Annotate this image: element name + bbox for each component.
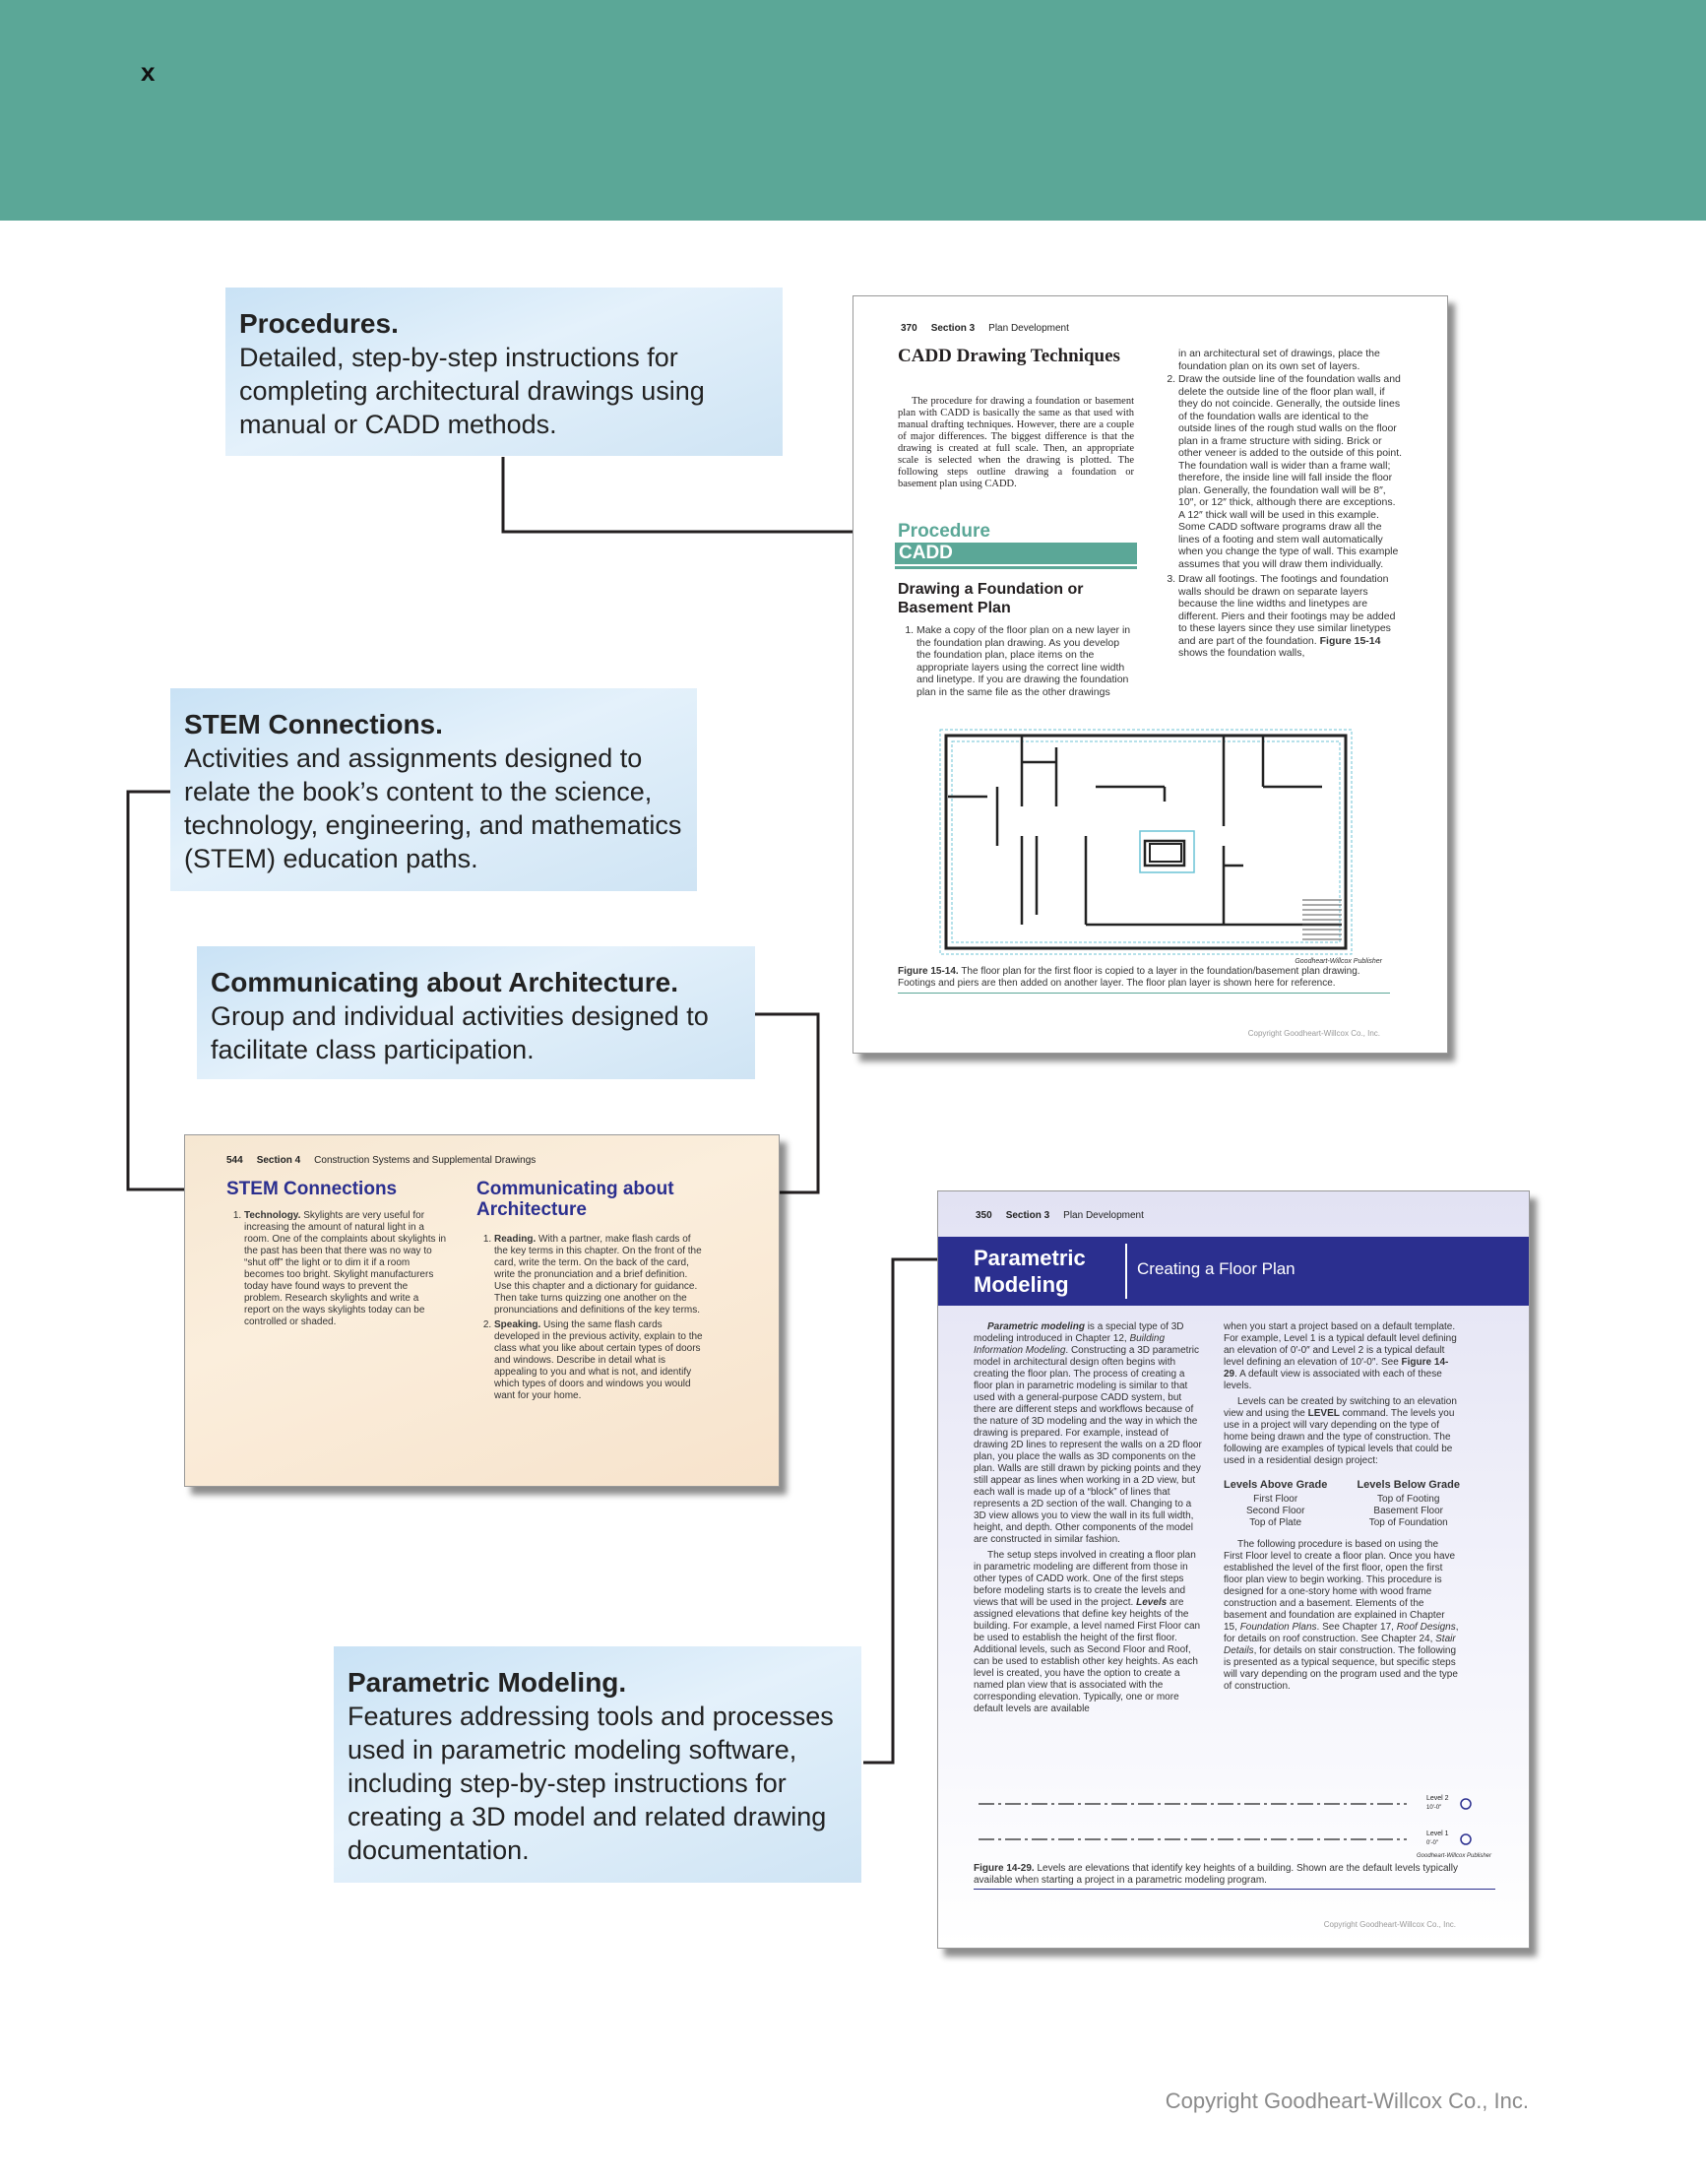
procedure-step: 1. Make a copy of the floor plan on a new layer in the foundation plan drawing. As you develop the foundation plan, place items on the appropriate layers using the correct line width and linetype. If you are drawing the foundation plan in the same file as the other drawings <box>916 624 1133 698</box>
procedure-title: Drawing a Foundation or Basement Plan <box>898 581 1084 616</box>
running-head: 370 Section 3 Plan Development <box>901 323 1069 334</box>
communicating-item: 2. Speaking. Using the same flash cards developed in the previous activity, explain to the class what you like about certain types of doors and windows. Describe in detail what is appealing to you and what is not, and identify which types of doors and windows you would want for your home. <box>494 1319 707 1402</box>
foundation-plan-drawing <box>938 728 1357 958</box>
banner-divider <box>1125 1244 1127 1299</box>
caption-rule <box>974 1889 1495 1890</box>
callout-body: Group and individual activities designed to facilitate class participation. <box>211 1001 709 1064</box>
communicating-heading: Communicating about Architecture <box>476 1179 674 1220</box>
caption-rule <box>898 993 1390 994</box>
step-continuation: in an architectural set of drawings, place the foundation plan on its own set of layers. <box>1178 348 1380 372</box>
callout-body: Detailed, step-by-step instructions for completing architectural drawings using manual or CADD methods. <box>239 343 705 439</box>
level-2-label: Level 2 <box>1426 1795 1449 1802</box>
column-1: Parametric modeling is a special type of 3D modeling introduced in Chapter 12, Building Information Modeling. Constructing a 3D parametric model in architectural design often begins with creating the floor plan. The process of creating a floor plan in parametric modeling is similar to that used with a general-purpose CADD system, but there are different steps and workflows because of the nature of 3D modeling and the way in which the drawing is prepared. For example, instead of drawing 2D lines to represent the walls on a 2D floor plan, you place the walls as 3D components on the plan. Walls are still drawn by picking points and they still appear as lines when working in a 2D view, but each wall is made up of a “block” of lines that represents a 2D section of the wall. Changing to a 3D view allows you to view the wall in its full width, height, and depth. Other components of the model are constructed in similar fashion. The setup steps involved in creating a floor plan in parametric modeling are different from those in other types of CADD work. One of the first steps before modeling starts is to create the levels and views that will be used in the project. Levels are assigned elevations that define key heights of the building. For example, a level named First Floor can be used to establish the height of the first floor. Additional levels, such as Second Floor and Roof, can be used to establish other key heights. As each level is created, you have the option to create a named plan view that is associated with the corresponding elevation. Typically, one or more default levels are available <box>974 1321 1202 1714</box>
cadd-label-bar: CADD <box>895 543 1137 564</box>
levels-below-heading: Levels Below Grade <box>1357 1479 1460 1491</box>
callout-body: Features addressing tools and processes used in parametric modeling software, including step-by-step instructions for creating a 3D model and related drawing documentation. <box>348 1702 834 1865</box>
thumbnail-stem-page <box>184 1134 780 1487</box>
level-name: Top of Foundation <box>1368 1517 1448 1528</box>
footer-copyright: Copyright Goodheart-Willcox Co., Inc. <box>1165 2088 1529 2113</box>
stem-item: 1. Technology. Skylights are very useful for increasing the amount of natural light in a room. One of the complaints about skylights in the past has been that there was no way to “shut off” the light or to dim it if a room becomes too bright. Skylight manufacturers today have found ways to prevent the problem. Research skylights and write a report on the ways skylights today can be controlled or shaded. <box>244 1210 447 1328</box>
callout-parametric <box>334 1646 861 1883</box>
banner-title: Parametric Modeling <box>974 1246 1086 1297</box>
thumbnail-cadd-page <box>853 295 1448 1054</box>
level-1-label: Level 1 <box>1426 1831 1449 1837</box>
parametric-banner <box>938 1237 1530 1306</box>
running-head: 350 Section 3 Plan Development <box>976 1210 1144 1221</box>
levels-table <box>1224 1479 1460 1529</box>
procedure-step: 2. Draw the outside line of the foundation walls and delete the outside line of the floor plan wall, if they do not coincide. Generally, the outside lines of the foundation walls are identical to the outside lines of the rough stud walls on the floor plan in a frame structure with siding. Brick or other veneer is added to the outside of this point. The foundation wall is wider than a frame wall; therefore, the inside line will fall inside the floor plan. Generally, the foundation wall will be 8″, 10″, or 12″ thick, although there are exceptions. A 12″ thick wall will be used in this example. Some CADD software programs draw all the lines of a footing and stem wall automatically when you change the type of wall. This example assumes that you will draw them individually. <box>1178 373 1403 570</box>
level-1-value: 0′-0″ <box>1426 1840 1438 1846</box>
step-list-col2 <box>1163 373 1403 663</box>
connector-procedures <box>503 457 893 532</box>
callout-title: Parametric Modeling. <box>348 1667 627 1698</box>
level-name: Top of Plate <box>1249 1517 1302 1528</box>
callout-stem-connections <box>170 688 697 891</box>
levels-above-column <box>1224 1479 1327 1529</box>
figure-caption: Figure 15-14. The floor plan for the first floor is copied to a layer in the foundation/basement plan drawing. Footings and piers are then added on another layer. The floor plan layer is shown here for reference. <box>898 966 1360 989</box>
level-name: Basement Floor <box>1373 1506 1444 1516</box>
stem-heading: STEM Connections <box>226 1179 398 1199</box>
callout-title: Communicating about Architecture. <box>211 967 679 997</box>
callout-body: Activities and assignments designed to relate the book’s content to the science, technology, engineering, and mathematics (STEM) education paths. <box>184 743 682 873</box>
procedure-step: 3. Draw all footings. The footings and foundation walls should be drawn on separate layers because the line widths and linetypes are different. Piers and their footings may be added to these layers since they use similar linetypes and are part of the foundation. Figure 15-14 shows the foundation walls, <box>1178 573 1403 660</box>
callout-communicating <box>197 946 755 1079</box>
callout-title: STEM Connections. <box>184 709 443 739</box>
section-heading: CADD Drawing Techniques <box>898 346 1120 366</box>
image-credit: Goodheart-Willcox Publisher <box>1417 1853 1491 1859</box>
cadd-underline <box>895 566 1137 569</box>
running-head: 544 Section 4 Construction Systems and Supplemental Drawings <box>226 1155 537 1166</box>
stem-list <box>228 1210 447 1331</box>
figure-caption: Figure 14-29. Levels are elevations that identify key heights of a building. Shown are the default levels typically available when starting a project in a parametric modeling program. <box>974 1863 1458 1886</box>
column-2: when you start a project based on a default template. For example, Level 1 is a typical default level defining an elevation of 0′-0″ and Level 2 is a typical default level defining an elevation of 10′-0″. See Figure 14-29. A default view is associated with each of these levels. Levels can be created by switching to an elevation view and using the LEVEL command. The levels you use in a project will vary depending on the type of home being drawn and the type of construction. The following are examples of typical levels that could be used in a residential design project: Levels Above Grade First Floor Second Floor Top of Plate Levels Below Grade Top of Footing Basement Floor Top of Foundation The following procedure is based on using the First Floor level to create a floor plan. Once you have established the level of the first floor, open the first floor plan view to begin working. This procedure is designed for a one-story home with wood frame construction and a basement. Elements of the basement and foundation are explained in Chapter 15, Foundation Plans. See Chapter 17, Roof Designs, for details on roof construction. See Chapter 24, Stair Details, for details on stair construction. The following is presented as a typical sequence, but specific steps will vary depending on the program used and the type of construction. <box>1224 1321 1460 1692</box>
banner-subtitle: Creating a Floor Plan <box>1137 1259 1295 1278</box>
callout-procedures <box>225 288 783 456</box>
levels-above-heading: Levels Above Grade <box>1224 1479 1328 1491</box>
communicating-item: 1. Reading. With a partner, make flash cards of the key terms in this chapter. On the front of the card, write the term. On the back of the card, write the pronunciation and a brief definition. Use this chapter and a dictionary for guidance. Then take turns quizzing one another on the pronunciations and definitions of the key terms. <box>494 1234 707 1317</box>
page-copyright: Copyright Goodheart-Willcox Co., Inc. <box>1323 1920 1456 1929</box>
level-name: Top of Footing <box>1377 1494 1440 1505</box>
level-2-value: 10′-0″ <box>1426 1805 1442 1811</box>
image-credit: Goodheart-Willcox Publisher <box>1295 958 1382 965</box>
levels-figure <box>974 1782 1495 1851</box>
level-name: Second Floor <box>1245 1506 1305 1516</box>
communicating-list <box>478 1234 707 1405</box>
page-number: x <box>141 57 156 87</box>
callout-title: Procedures. <box>239 308 399 339</box>
procedure-label: Procedure <box>898 521 990 542</box>
level-name: First Floor <box>1253 1494 1298 1505</box>
step-list-col1 <box>901 624 1133 701</box>
page-copyright: Copyright Goodheart-Willcox Co., Inc. <box>1247 1029 1380 1038</box>
intro-paragraph: The procedure for drawing a foundation or basement plan with CADD is basically the same as that used with manual drafting techniques. However, there are a couple of major differences. The biggest difference is that the drawing is created at full scale. Then, an appropriate scale is selected when the drawing is plotted. The following steps outline drawing a foundation or basement plan using CADD. <box>898 396 1134 489</box>
levels-below-column <box>1357 1479 1460 1529</box>
thumbnail-parametric-page <box>937 1190 1530 1949</box>
